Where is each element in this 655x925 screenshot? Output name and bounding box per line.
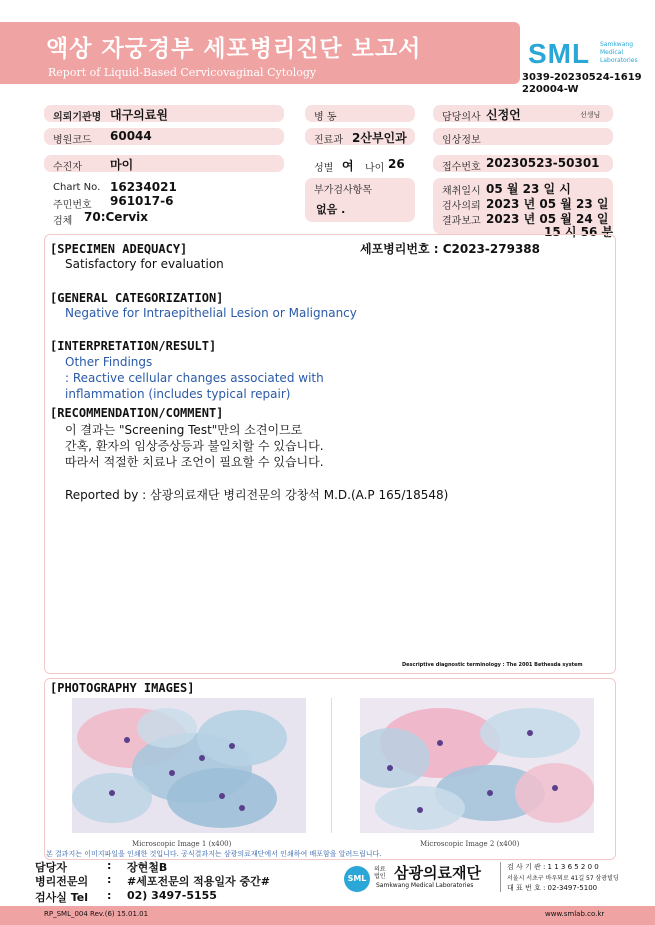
institution-value: 대구의료원 bbox=[110, 108, 168, 122]
institution-label: 의뢰기관명 bbox=[53, 112, 102, 123]
sex-label: 성별 bbox=[314, 163, 334, 174]
patient-name-label: 수진자 bbox=[53, 162, 82, 173]
reported-by: Reported by : 삼광의료재단 병리전문의 강창석 M.D.(A.P 165/18548) bbox=[65, 488, 449, 502]
recommendation-line-3: 따라서 적절한 치료나 조언이 필요할 수 있습니다. bbox=[65, 455, 324, 469]
request-label: 검사의뢰 bbox=[442, 201, 481, 212]
org-logo-icon: SML bbox=[344, 866, 370, 892]
cytology-number: 세포병리번호 : C2023-279388 bbox=[360, 242, 540, 256]
institution-number: 검 사 기 관 : 1 1 3 6 5 2 0 0 bbox=[507, 863, 599, 871]
barcode-line-2: 220004-W bbox=[522, 84, 579, 95]
interpretation-line-3: inflammation (includes typical repair) bbox=[65, 387, 291, 401]
dept-value: 2산부인과 bbox=[352, 131, 407, 145]
recommendation-line-1: 이 결과는 "Screening Test"만의 소견이므로 bbox=[65, 423, 303, 437]
image-1-caption: Microscopic Image 1 (x400) bbox=[132, 840, 232, 848]
address: 서울시 서초구 바우뫼로 41길 57 삼광빌딩 bbox=[507, 875, 619, 882]
patient-name-value: 마이 bbox=[110, 158, 134, 172]
chart-no-value: 16234021 bbox=[110, 180, 177, 194]
sml-logo-subtitle: Samkwang Medical Laboratories bbox=[600, 41, 638, 64]
report-time-value: 15 시 56 분 bbox=[544, 225, 614, 239]
pathologist-colon: : bbox=[107, 873, 112, 886]
terminology-note: Descriptive diagnostic terminology : The 2001 Bethesda system bbox=[402, 662, 583, 668]
image-divider bbox=[331, 698, 332, 833]
doctor-label: 담당의사 bbox=[442, 112, 481, 123]
recommendation-line-2: 간혹, 환자의 임상증상등과 불일치할 수 있습니다. bbox=[65, 439, 324, 453]
lab-tel-colon: : bbox=[107, 889, 112, 902]
request-value: 2023 년 05 월 23 일 bbox=[486, 197, 609, 211]
clinical-label: 임상정보 bbox=[442, 135, 481, 146]
org-english-name: Samkwang Medical Laboratories bbox=[376, 882, 474, 889]
exam-value: 70:Cervix bbox=[84, 210, 149, 224]
pathologist-label: 병리전문의 bbox=[35, 875, 89, 888]
doctor-suffix: 선생님 bbox=[580, 111, 601, 119]
handler-value: 장현철B bbox=[127, 861, 168, 874]
report-value: 2023 년 05 월 24 일 bbox=[486, 212, 609, 226]
report-label: 결과보고 bbox=[442, 216, 481, 227]
microscopic-image-2 bbox=[360, 698, 594, 833]
receipt-label: 접수번호 bbox=[442, 162, 481, 173]
handler-label: 담당자 bbox=[35, 861, 67, 874]
barcode-line-1: 3039-20230524-1619 bbox=[522, 72, 642, 83]
ward-label: 병 동 bbox=[314, 112, 337, 123]
dept-label: 진료과 bbox=[314, 135, 343, 146]
microscopic-image-1 bbox=[72, 698, 306, 833]
handler-colon: : bbox=[107, 859, 112, 872]
age-label: 나이 bbox=[365, 163, 385, 174]
hospital-code-label: 병원코드 bbox=[53, 135, 92, 146]
pathologist-value: #세포전문의 적용일자 중간# bbox=[127, 875, 270, 888]
footer-notice: 본 결과지는 이미지파일을 인쇄한 것입니다. 공식결과지는 삼광의료재단에서 인쇄하여 배포함을 알려드립니다. bbox=[46, 850, 382, 858]
doctor-value: 신정언 bbox=[486, 108, 521, 122]
collect-label: 채취일시 bbox=[442, 186, 481, 197]
interpretation-line-2: : Reactive cellular changes associated with bbox=[65, 371, 324, 385]
chart-no-label: Chart No. bbox=[53, 182, 101, 193]
form-code: RP_SML_004 Rev.(6) 15.01.01 bbox=[44, 910, 149, 918]
barcode-number bbox=[522, 72, 652, 96]
cell-image-1 bbox=[72, 698, 306, 833]
recommendation-title: [RECOMMENDATION/COMMENT] bbox=[50, 406, 224, 420]
org-name: 삼광의료재단 bbox=[394, 864, 481, 882]
adequacy-text: Satisfactory for evaluation bbox=[65, 257, 224, 271]
extra-test-label: 부가검사항목 bbox=[314, 185, 372, 196]
age-value: 26 bbox=[388, 157, 405, 171]
report-title: 액상 자궁경부 세포병리진단 보고서 bbox=[46, 36, 422, 62]
main-phone: 대 표 번 호 : 02-3497-5100 bbox=[507, 884, 598, 892]
extra-test-value: 없음 . bbox=[316, 203, 346, 216]
lab-tel-value: 02) 3497-5155 bbox=[127, 889, 217, 902]
report-subtitle: Report of Liquid-Based Cervicovaginal Cytology bbox=[48, 66, 317, 79]
id-value: 961017-6 bbox=[110, 194, 174, 208]
collect-value: 05 월 23 일 시 bbox=[486, 182, 571, 196]
hospital-code-value: 60044 bbox=[110, 129, 152, 143]
cell-image-2 bbox=[360, 698, 594, 833]
footer-divider bbox=[500, 862, 501, 892]
sex-value: 여 bbox=[342, 159, 354, 173]
receipt-value: 20230523-50301 bbox=[486, 156, 600, 170]
org-prefix: 의료 법인 bbox=[374, 866, 386, 880]
image-2-caption: Microscopic Image 2 (x400) bbox=[420, 840, 520, 848]
sml-logo: SML bbox=[528, 38, 591, 69]
general-title: [GENERAL CATEGORIZATION] bbox=[50, 291, 224, 305]
interpretation-title: [INTERPRETATION/RESULT] bbox=[50, 339, 217, 353]
photo-title: [PHOTOGRAPHY IMAGES] bbox=[50, 681, 195, 695]
id-label: 주민번호 bbox=[53, 200, 92, 211]
interpretation-line-1: Other Findings bbox=[65, 355, 153, 369]
adequacy-title: [SPECIMEN ADEQUACY] bbox=[50, 242, 188, 256]
exam-label: 검체 bbox=[53, 216, 73, 227]
website: www.smlab.co.kr bbox=[545, 910, 605, 918]
lab-tel-label: 검사실 Tel bbox=[35, 891, 88, 904]
general-text: Negative for Intraepithelial Lesion or Malignancy bbox=[65, 306, 357, 320]
